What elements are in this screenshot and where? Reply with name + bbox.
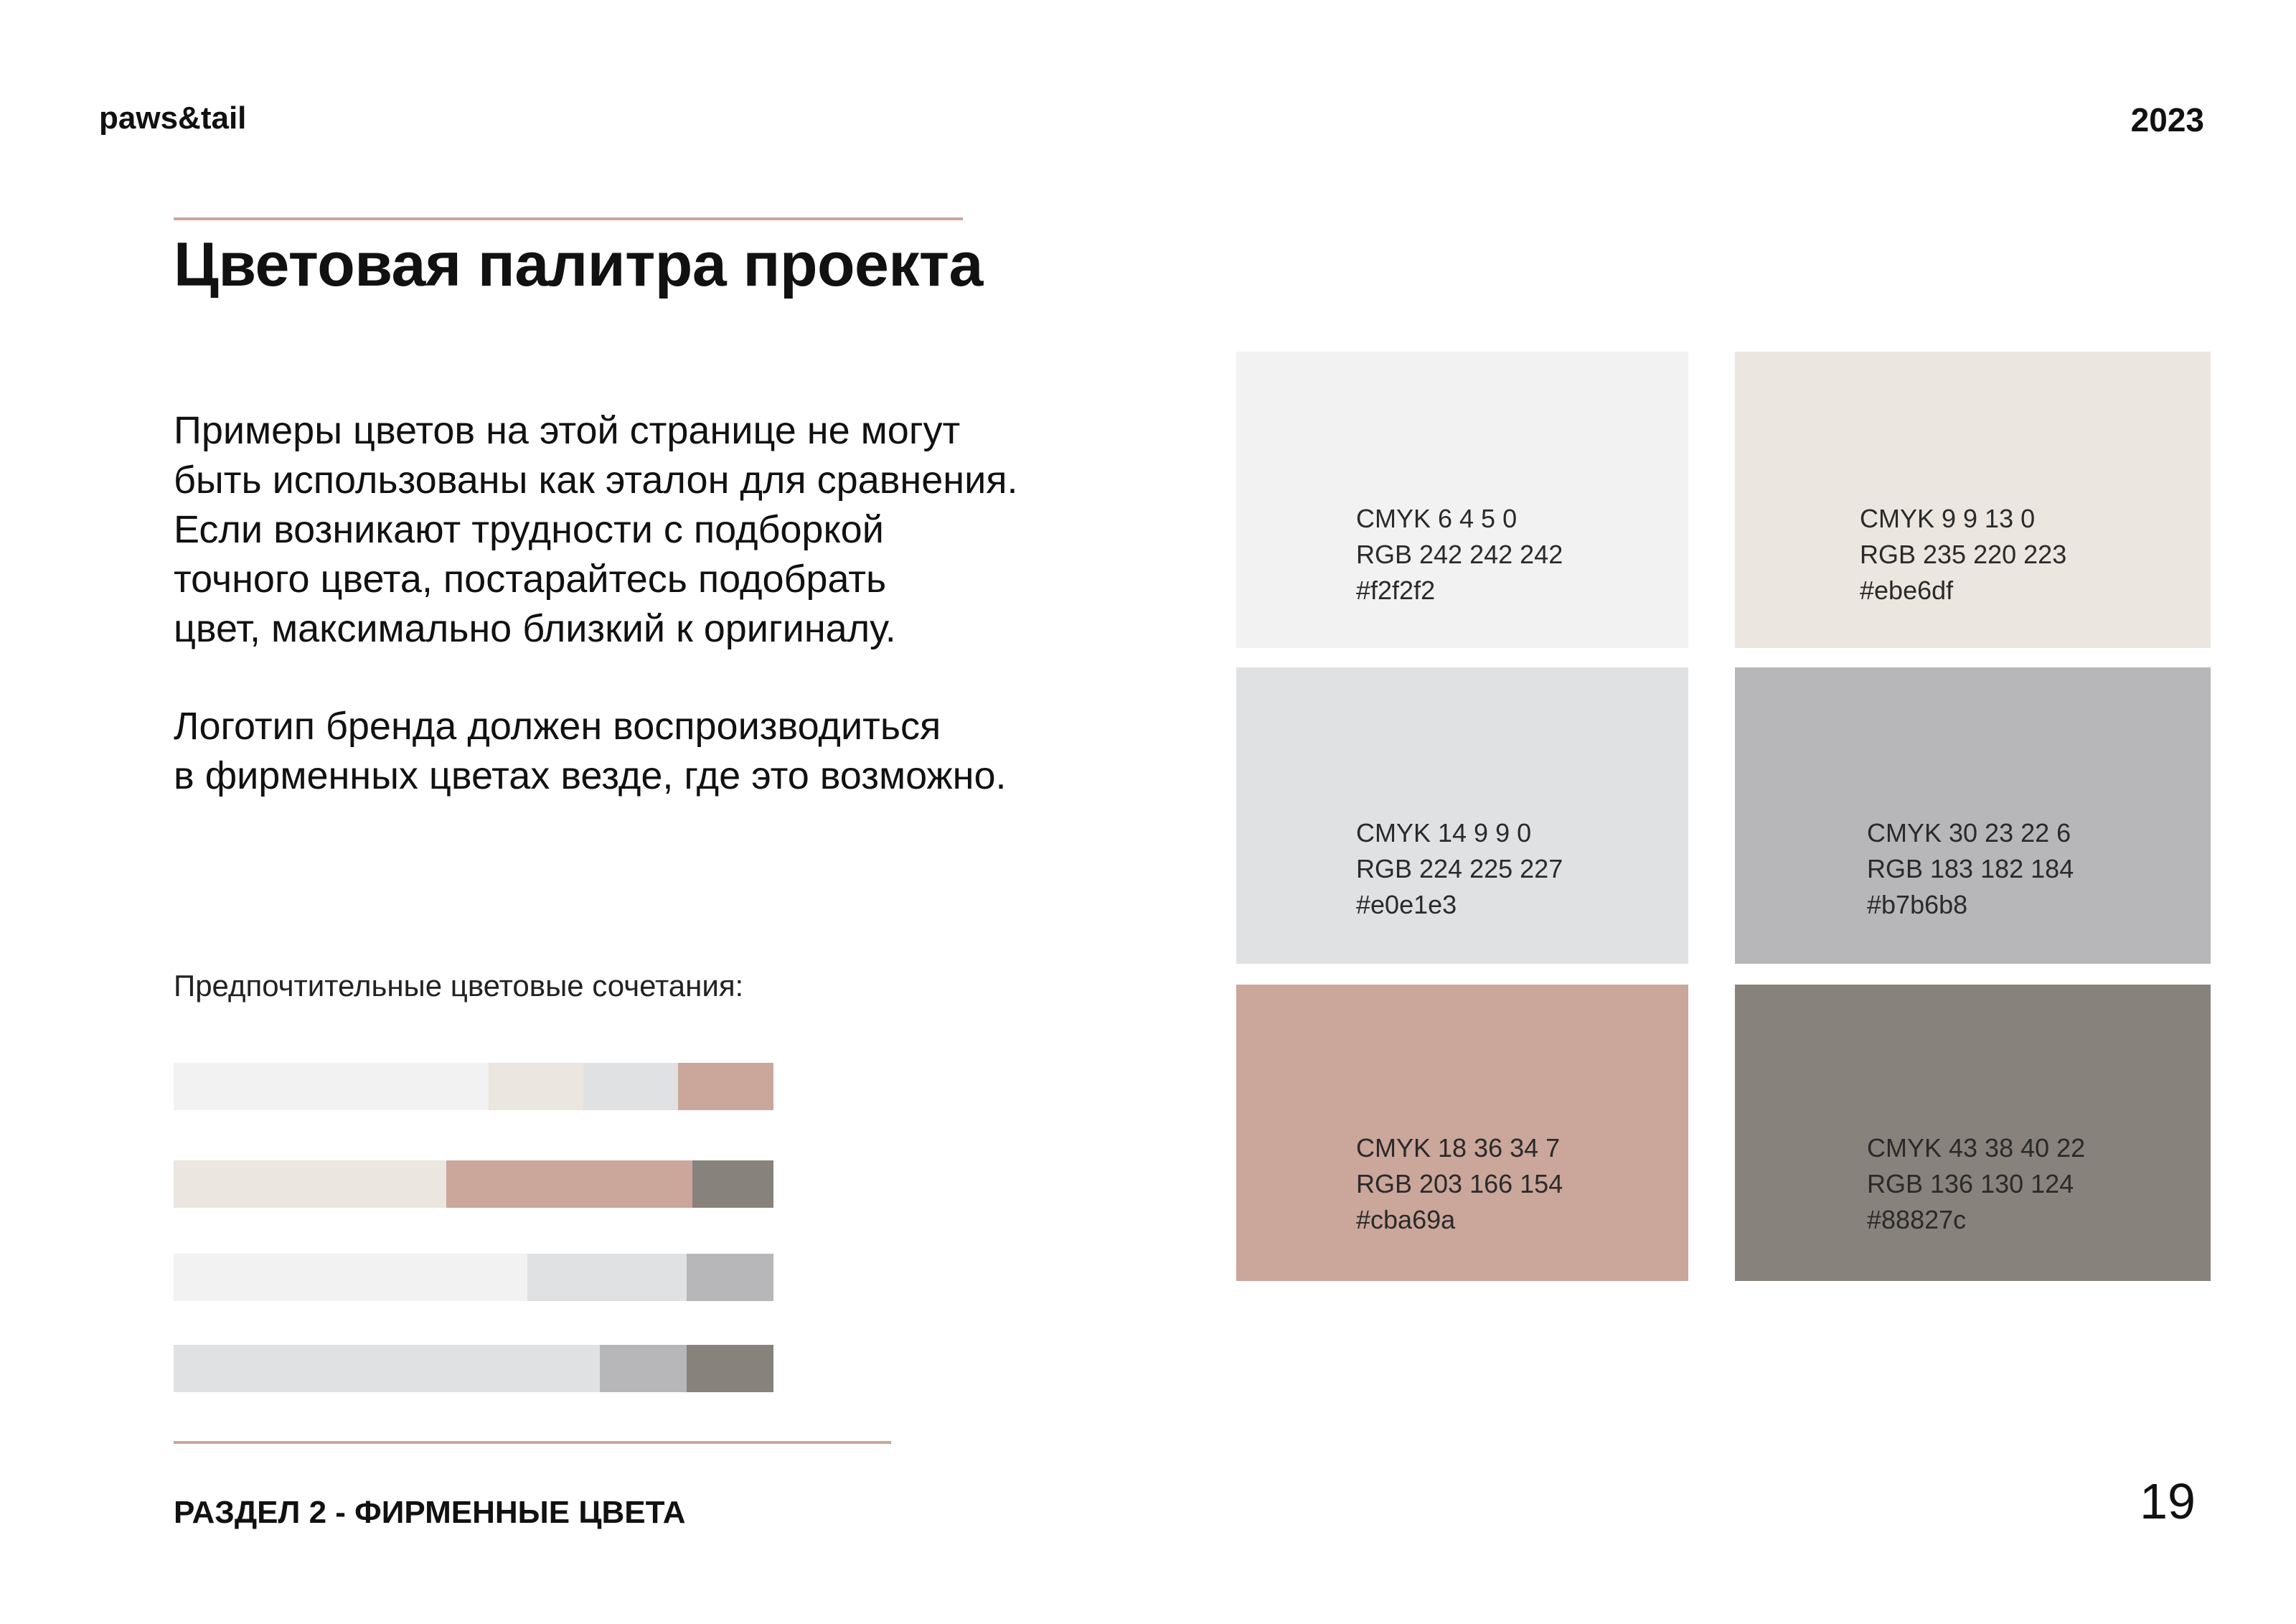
paragraph-line: Примеры цветов на этой странице не могут	[174, 409, 961, 452]
swatch-hex-value: #cba69a	[1356, 1205, 1456, 1234]
page-title: Цветовая палитра проекта	[174, 230, 983, 299]
swatch-hex-value: #88827c	[1867, 1205, 1967, 1234]
swatch-cmyk-value: CMYK 14 9 9 0	[1356, 818, 1532, 848]
combination-segment	[692, 1160, 773, 1208]
footer-divider	[174, 1441, 891, 1444]
swatch-rgb-value: RGB 136 130 124	[1867, 1169, 2074, 1198]
swatch-hex-value: #ebe6df	[1860, 576, 1954, 605]
swatch-hex-value: #b7b6b8	[1867, 890, 1968, 919]
combination-segment	[527, 1254, 687, 1301]
combination-bar	[174, 1345, 773, 1392]
paragraph-line: цвет, максимально близкий к оригиналу.	[174, 607, 896, 650]
swatch-rgb-value: RGB 183 182 184	[1867, 854, 2074, 883]
combination-segment	[174, 1160, 446, 1208]
combinations-label: Предпочтительные цветовые сочетания:	[174, 969, 744, 1003]
swatch-hex-value: #e0e1e3	[1356, 890, 1457, 919]
section-label: РАЗДЕЛ 2 - ФИРМЕННЫЕ ЦВЕТА	[174, 1495, 686, 1530]
paragraph-logo-colors	[174, 702, 1007, 801]
paragraph-line: точного цвета, постарайтесь подобрать	[174, 558, 887, 601]
combination-segment	[174, 1063, 489, 1110]
swatch-cmyk-value: CMYK 30 23 22 6	[1867, 818, 2071, 848]
swatch-cmyk-value: CMYK 18 36 34 7	[1356, 1133, 1561, 1163]
swatch-cmyk-value: CMYK 43 38 40 22	[1867, 1133, 2086, 1163]
paragraph-color-accuracy	[174, 406, 1018, 654]
combination-segment	[174, 1345, 600, 1392]
combination-segment	[687, 1254, 773, 1301]
swatch-specs	[1356, 815, 1563, 923]
swatch-specs	[1867, 1130, 2085, 1238]
swatch-cmyk-value: CMYK 6 4 5 0	[1356, 504, 1518, 533]
swatch-specs	[1356, 501, 1563, 609]
paragraph-line: в фирменных цветах везде, где это возможно.	[174, 754, 1007, 797]
swatch-hex-value: #f2f2f2	[1356, 576, 1436, 605]
swatch-rgb-value: RGB 224 225 227	[1356, 854, 1563, 883]
combination-segment	[489, 1063, 583, 1110]
swatch-specs	[1356, 1130, 1563, 1238]
brand-name: paws&tail	[99, 100, 247, 136]
swatch-cmyk-value: CMYK 9 9 13 0	[1860, 504, 2036, 533]
swatch-rgb-value: RGB 242 242 242	[1356, 540, 1563, 569]
paragraph-line: Логотип бренда должен воспроизводиться	[174, 705, 941, 748]
paragraph-line: Если возникают трудности с подборкой	[174, 508, 884, 551]
paragraph-line: быть использованы как эталон для сравнения.	[174, 459, 1018, 502]
combination-segment	[687, 1345, 773, 1392]
swatch-specs	[1867, 815, 2074, 923]
combination-segment	[446, 1160, 692, 1208]
combination-segment	[174, 1254, 527, 1301]
combination-bar	[174, 1160, 773, 1208]
swatch-rgb-value: RGB 203 166 154	[1356, 1169, 1563, 1198]
combination-segment	[678, 1063, 773, 1110]
combination-segment	[583, 1063, 678, 1110]
title-divider	[174, 217, 963, 220]
combination-bar	[174, 1254, 773, 1301]
swatch-specs	[1860, 501, 2066, 609]
page-number: 19	[2140, 1473, 2196, 1529]
combination-bar	[174, 1063, 773, 1110]
year: 2023	[2130, 101, 2204, 139]
swatch-rgb-value: RGB 235 220 223	[1860, 540, 2067, 569]
combination-segment	[600, 1345, 687, 1392]
